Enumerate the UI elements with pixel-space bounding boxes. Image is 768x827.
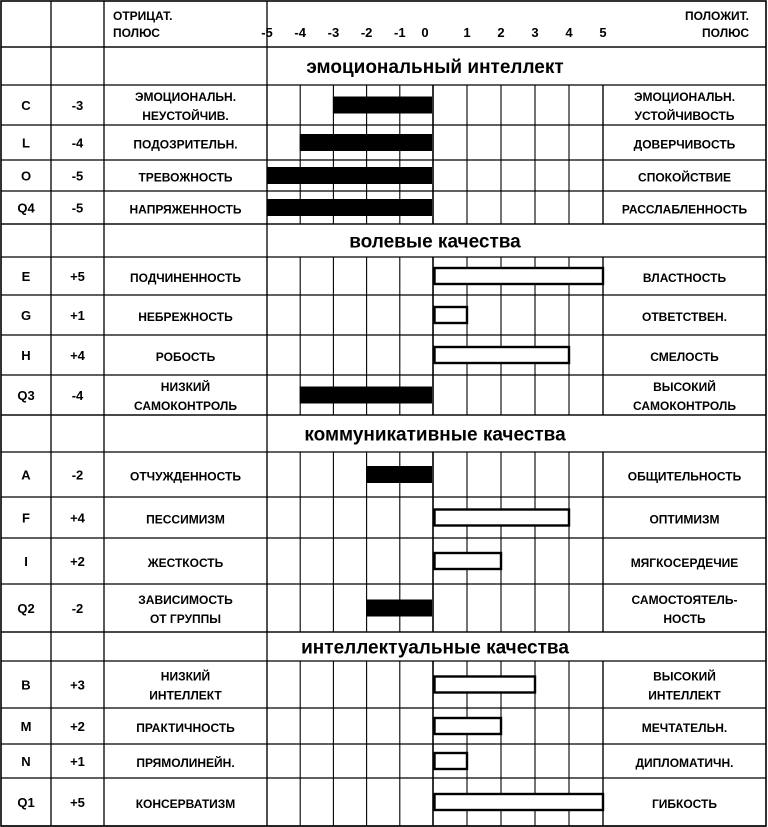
right-pole-label: ВЫСОКИЙ xyxy=(653,669,716,684)
right-pole-label: ИНТЕЛЛЕКТ xyxy=(648,688,721,703)
factor-code: Q2 xyxy=(17,601,35,616)
pos-pole-line1: ПОЛОЖИТ. xyxy=(684,9,749,23)
factor-score: +4 xyxy=(70,348,85,363)
right-pole-label: САМОКОНТРОЛЬ xyxy=(633,399,736,413)
left-pole-label: ПРАКТИЧНОСТЬ xyxy=(136,721,235,735)
left-pole-label: САМОКОНТРОЛЬ xyxy=(134,399,237,413)
left-pole-label: НЕУСТОЙЧИВ. xyxy=(142,109,229,123)
right-pole-label: МЯГКОСЕРДЕЧИЕ xyxy=(630,556,739,570)
x-tick-label: 1 xyxy=(463,25,471,40)
left-pole-label: ПОДЧИНЕННОСТЬ xyxy=(130,271,241,285)
factor-score: -4 xyxy=(71,388,84,403)
neg-pole-line2: ПОЛЮС xyxy=(113,26,160,40)
x-tick-label: -2 xyxy=(360,25,373,40)
bar-positive xyxy=(435,753,468,769)
factor-score: +3 xyxy=(70,677,85,693)
x-tick-label: -5 xyxy=(261,25,273,40)
right-pole-label: ЭМОЦИОНАЛЬН. xyxy=(633,90,736,104)
x-tick-label: 3 xyxy=(531,25,539,40)
right-pole-label: ОБЩИТЕЛЬНОСТЬ xyxy=(627,469,742,484)
left-pole-label: ПЕССИМИЗМ xyxy=(146,512,225,527)
x-tick-label: -3 xyxy=(327,25,340,40)
group-title: коммуникативные качества xyxy=(304,424,566,446)
factor-score: +5 xyxy=(70,269,85,284)
bar-positive xyxy=(435,677,536,693)
group-title: эмоциональный интеллект xyxy=(306,57,564,78)
right-pole-label: ДОВЕРЧИВОСТЬ xyxy=(633,137,736,152)
factor-code: L xyxy=(22,135,30,151)
factor-score: -5 xyxy=(71,168,84,184)
left-pole-label: ОТ ГРУППЫ xyxy=(149,612,222,626)
bar-negative xyxy=(300,387,431,403)
right-pole-label: НОСТЬ xyxy=(663,612,706,626)
bar-positive xyxy=(435,347,570,363)
factor-score: -3 xyxy=(71,98,84,113)
factor-code: Q3 xyxy=(17,388,35,403)
left-pole-label: ПРЯМОЛИНЕЙН. xyxy=(136,756,235,770)
bar-positive xyxy=(435,510,570,526)
factor-code: I xyxy=(24,554,28,569)
right-pole-label: ОПТИМИЗМ xyxy=(649,512,720,527)
right-pole-label: САМОСТОЯТЕЛЬ- xyxy=(631,593,738,607)
factor-code: E xyxy=(21,269,31,284)
factor-code: C xyxy=(21,98,31,113)
group-title: волевые качества xyxy=(349,231,521,253)
left-pole-label: НИЗКИЙ xyxy=(160,669,211,684)
x-tick-label: 2 xyxy=(497,25,505,40)
factor-code: M xyxy=(20,719,32,734)
factor-score: -5 xyxy=(71,200,84,216)
bar-positive xyxy=(435,794,604,810)
factor-score: +5 xyxy=(70,795,85,810)
bar-negative xyxy=(267,168,432,184)
bar-positive xyxy=(435,307,468,323)
bar-positive xyxy=(435,718,502,734)
right-pole-label: ВЫСОКИЙ xyxy=(653,380,716,394)
factor-code: B xyxy=(21,677,31,693)
left-pole-label: НЕБРЕЖНОСТЬ xyxy=(138,310,233,324)
right-pole-label: ОТВЕТСТВЕН. xyxy=(641,310,728,324)
factor-code: N xyxy=(21,754,31,769)
factor-code: Q4 xyxy=(17,200,35,216)
factor-code: O xyxy=(20,168,32,184)
left-pole-label: РОБОСТЬ xyxy=(155,350,216,364)
x-tick-label: 0 xyxy=(421,25,429,40)
left-pole-label: ПОДОЗРИТЕЛЬН. xyxy=(133,137,238,152)
bar-positive xyxy=(435,268,604,284)
right-pole-label: УСТОЙЧИВОСТЬ xyxy=(634,109,735,123)
right-pole-label: ДИПЛОМАТИЧН. xyxy=(635,756,734,770)
right-pole-label: МЕЧТАТЕЛЬН. xyxy=(641,721,728,735)
right-pole-label: СМЕЛОСТЬ xyxy=(650,350,719,364)
x-tick-label: 5 xyxy=(599,25,607,40)
factor-score: +1 xyxy=(70,308,85,323)
right-pole-label: СПОКОЙСТВИЕ xyxy=(638,170,731,185)
bar-negative xyxy=(367,467,432,483)
factor-code: H xyxy=(21,348,31,363)
factor-score: +2 xyxy=(70,719,85,734)
left-pole-label: ЗАВИСИМОСТЬ xyxy=(138,593,233,607)
factor-code: F xyxy=(22,510,30,526)
factor-score: -4 xyxy=(71,135,84,151)
factor-score: +4 xyxy=(70,510,85,526)
factor-score: +2 xyxy=(70,554,85,569)
left-pole-label: ЭМОЦИОНАЛЬН. xyxy=(134,90,237,104)
bar-negative xyxy=(300,135,431,151)
left-pole-label: НИЗКИЙ xyxy=(160,380,211,394)
group-title: интеллектуальные качества xyxy=(301,637,569,659)
bar-negative xyxy=(333,97,431,113)
left-pole-label: ТРЕВОЖНОСТЬ xyxy=(138,170,233,185)
factor-score: +1 xyxy=(70,754,85,769)
pos-pole-line2: ПОЛЮС xyxy=(702,26,749,40)
neg-pole-line1: ОТРИЦАТ. xyxy=(113,9,173,23)
x-tick-label: -1 xyxy=(394,25,406,40)
x-tick-label: -4 xyxy=(294,25,306,40)
factor-score: -2 xyxy=(71,467,84,483)
right-pole-label: ВЛАСТНОСТЬ xyxy=(642,271,727,285)
left-pole-label: НАПРЯЖЕННОСТЬ xyxy=(129,202,242,217)
factor-code: Q1 xyxy=(17,795,35,810)
bar-positive xyxy=(435,553,502,569)
x-tick-label: 4 xyxy=(565,25,573,40)
factor-score: -2 xyxy=(71,601,84,616)
left-pole-label: ОТЧУЖДЕННОСТЬ xyxy=(130,469,241,484)
factor-code: A xyxy=(21,467,31,483)
left-pole-label: КОНСЕРВАТИЗМ xyxy=(135,797,236,811)
bar-negative xyxy=(367,600,432,616)
left-pole-label: ИНТЕЛЛЕКТ xyxy=(149,688,222,703)
right-pole-label: ГИБКОСТЬ xyxy=(651,797,718,811)
right-pole-label: РАССЛАБЛЕННОСТЬ xyxy=(621,202,748,217)
factor-code: G xyxy=(20,308,32,323)
bar-negative xyxy=(267,200,432,216)
left-pole-label: ЖЕСТКОСТЬ xyxy=(147,556,224,570)
